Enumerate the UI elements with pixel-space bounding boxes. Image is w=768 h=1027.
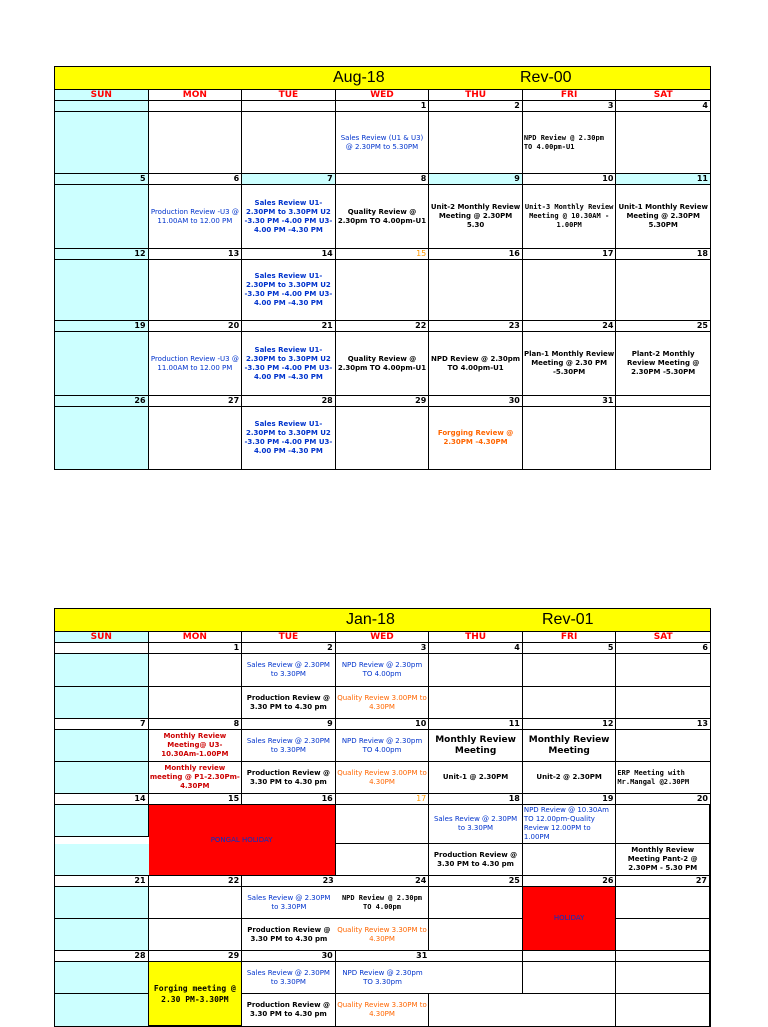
date-number — [55, 643, 149, 654]
month-title: Aug-18 — [333, 69, 385, 86]
date-number — [523, 951, 617, 962]
calendar-grid — [55, 632, 710, 1026]
day-cell[interactable] — [616, 887, 710, 919]
event-production-review[interactable]: Production Review @ 3.30 PM to 4.30 pm — [242, 687, 336, 719]
date-number: 23 — [242, 876, 336, 887]
event-sales-review[interactable]: Sales Review U1- 2.30PM to 3.30PM U2 -3.30 PM -4.00 PM U3- 4.00 PM -4.30 PM — [242, 407, 336, 469]
date-number — [616, 396, 710, 407]
day-header-sat: SAT — [616, 90, 710, 101]
day-cell[interactable] — [55, 844, 149, 876]
date-number: 22 — [149, 876, 243, 887]
calendar-title-bar — [55, 609, 710, 632]
date-number: 13 — [616, 719, 710, 730]
date-number: 23 — [429, 321, 523, 332]
date-number: 14 — [242, 249, 336, 260]
day-cell[interactable] — [616, 805, 710, 844]
event-production-review[interactable]: Production Review -U3 @ 11.00AM to 12.00 PM — [149, 185, 243, 249]
date-number — [242, 101, 336, 112]
revision-label: Rev-01 — [542, 611, 594, 628]
day-header-mon: MON — [149, 632, 243, 643]
date-number: 7 — [55, 719, 149, 730]
day-cell[interactable] — [429, 654, 523, 687]
event-npd-review[interactable]: NPD Review @ 2.30pm TO 4.00pm-U1 — [429, 332, 523, 396]
event-sales-review[interactable]: Sales Review U1- 2.30PM to 3.30PM U2 -3.30 PM -4.00 PM U3- 4.00 PM -4.30 PM — [242, 332, 336, 396]
event-production-review[interactable]: Production Review @ 3.30 PM to 4.30 pm — [429, 844, 523, 876]
date-number: 3 — [336, 643, 430, 654]
day-header-sat: SAT — [616, 632, 710, 643]
event-sales-review[interactable]: Sales Review @ 2.30PM to 3.30PM — [242, 887, 336, 919]
date-number: 16 — [429, 249, 523, 260]
date-number: 31 — [523, 396, 617, 407]
day-cell[interactable] — [616, 112, 710, 174]
day-cell[interactable] — [149, 260, 243, 321]
day-header-mon: MON — [149, 90, 243, 101]
day-cell[interactable] — [429, 260, 523, 321]
date-number: 31 — [336, 951, 430, 962]
day-cell[interactable] — [55, 994, 149, 1026]
day-cell[interactable] — [55, 762, 149, 794]
date-number: 25 — [429, 876, 523, 887]
event-npd-review[interactable]: NPD Review @ 2.30pm TO 4.00pm-U1 — [523, 112, 617, 174]
day-cell[interactable] — [55, 112, 149, 174]
day-cell[interactable] — [523, 260, 617, 321]
month-title: Jan-18 — [346, 611, 395, 628]
date-number: 24 — [523, 321, 617, 332]
day-cell[interactable] — [523, 962, 617, 994]
day-header-thu: THU — [429, 90, 523, 101]
day-cell[interactable] — [616, 407, 710, 469]
date-number: 25 — [616, 321, 710, 332]
day-cell[interactable] — [336, 407, 430, 469]
day-header-sun: SUN — [55, 632, 149, 643]
day-cell[interactable] — [55, 407, 149, 469]
date-number: 20 — [616, 794, 710, 805]
date-number — [429, 951, 523, 962]
day-cell[interactable] — [429, 919, 523, 951]
date-number: 1 — [336, 101, 430, 112]
day-header-fri: FRI — [523, 90, 617, 101]
date-number: 11 — [429, 719, 523, 730]
event-forging-meeting[interactable]: Forging meeting @ 2.30 PM-3.30PM — [149, 962, 243, 1026]
event-monthly-review[interactable]: Monthly Review Meeting Pant-2 @ 2.30PM - 5.30 PM — [616, 844, 710, 876]
date-number: 24 — [336, 876, 430, 887]
event-forging-review[interactable]: Forgging Review @ 2.30PM -4.30PM — [429, 407, 523, 469]
date-number: 29 — [336, 396, 430, 407]
date-number: 27 — [149, 396, 243, 407]
event-production-review[interactable]: Production Review -U3 @ 11.00AM to 12.00 PM — [149, 332, 243, 396]
day-cell[interactable] — [429, 112, 523, 174]
date-number: 4 — [616, 101, 710, 112]
date-number: 13 — [149, 249, 243, 260]
day-cell[interactable] — [336, 844, 430, 876]
date-number: 1 — [149, 643, 243, 654]
day-cell[interactable] — [616, 687, 710, 719]
day-header-tue: TUE — [242, 90, 336, 101]
date-number: 6 — [616, 643, 710, 654]
day-header-thu: THU — [429, 632, 523, 643]
event-sales-review[interactable]: Sales Review U1- 2.30PM to 3.30PM U2 -3.30 PM -4.00 PM U3- 4.00 PM -4.30 PM — [242, 185, 336, 249]
day-cell[interactable] — [616, 919, 710, 951]
date-number: 29 — [149, 951, 243, 962]
date-number: 6 — [149, 174, 243, 185]
day-cell[interactable] — [429, 887, 523, 919]
date-number: 19 — [55, 321, 149, 332]
event-production-review[interactable]: Production Review @ 3.30 PM to 4.30 pm — [242, 919, 336, 951]
day-cell[interactable] — [55, 919, 149, 951]
date-number: 15 — [149, 794, 243, 805]
day-cell[interactable] — [55, 260, 149, 321]
day-cell[interactable] — [523, 407, 617, 469]
date-number: 12 — [55, 249, 149, 260]
date-number: 8 — [336, 174, 430, 185]
date-number: 11 — [616, 174, 710, 185]
event-sales-review[interactable]: Sales Review (U1 & U3) @ 2.30PM to 5.30PM — [336, 112, 430, 174]
date-number: 2 — [429, 101, 523, 112]
day-cell[interactable] — [149, 112, 243, 174]
date-number: 10 — [523, 174, 617, 185]
day-cell[interactable] — [336, 805, 430, 844]
date-number: 21 — [55, 876, 149, 887]
date-number: 14 — [55, 794, 149, 805]
day-header-tue: TUE — [242, 632, 336, 643]
date-number: 2 — [242, 643, 336, 654]
event-production-review[interactable]: Production Review @ 3.30 PM to 4.30 pm — [242, 762, 336, 794]
date-number: 10 — [336, 719, 430, 730]
date-number: 3 — [523, 101, 617, 112]
day-cell[interactable] — [523, 994, 617, 1026]
event-monthly-review[interactable]: Plant-2 Monthly Review Meeting @ 2.30PM -5.30PM — [616, 332, 710, 396]
day-cell[interactable] — [55, 730, 149, 762]
day-header-wed: WED — [336, 632, 430, 643]
event-monthly-review[interactable]: Monthly review meeting @ P1-2.30Pm-4.30PM — [149, 762, 243, 794]
day-cell[interactable] — [242, 112, 336, 174]
day-cell[interactable] — [616, 730, 710, 762]
date-number: 17 — [336, 794, 430, 805]
event-quality-review[interactable]: Quality Review 3.00PM to 4.30PM — [336, 762, 430, 794]
date-number — [149, 101, 243, 112]
event-monthly-review[interactable]: Plan-1 Monthly Review Meeting @ 2.30 PM -5.30PM — [523, 332, 617, 396]
day-header-wed: WED — [336, 90, 430, 101]
event-quality-review[interactable]: Quality Review @ 2.30pm TO 4.00pm-U1 — [336, 185, 430, 249]
date-number: 22 — [336, 321, 430, 332]
event-sales-review[interactable]: Sales Review @ 2.30PM to 3.30PM — [242, 654, 336, 687]
day-cell[interactable] — [336, 260, 430, 321]
day-cell[interactable] — [429, 962, 523, 994]
date-number: 8 — [149, 719, 243, 730]
day-cell[interactable] — [523, 844, 617, 876]
event-erp-meeting[interactable]: ERP Meeting with Mr.Mangal @2.30PM — [616, 762, 710, 794]
event-monthly-review[interactable]: Monthly Review Meeting@ U3-10.30Am-1.00PM — [149, 730, 243, 762]
date-number: 18 — [429, 794, 523, 805]
day-cell[interactable] — [55, 805, 149, 837]
date-number: 9 — [429, 174, 523, 185]
day-cell[interactable] — [149, 687, 243, 719]
holiday-block[interactable]: HOLIDAY — [523, 887, 617, 951]
event-quality-review[interactable]: Quality Review 3.30PM to 4.30PM — [336, 994, 430, 1026]
event-sales-review[interactable]: Sales Review @ 2.30PM to 3.30PM — [242, 962, 336, 994]
date-number — [616, 951, 710, 962]
date-number: 15 — [336, 249, 430, 260]
event-quality-review[interactable]: Quality Review 3.00PM to 4.30PM — [336, 687, 430, 719]
day-cell[interactable] — [616, 260, 710, 321]
date-number: 26 — [523, 876, 617, 887]
day-cell[interactable] — [616, 994, 710, 1026]
pongal-holiday-block[interactable]: PONGAL HOLIDAY — [149, 805, 336, 876]
event-npd-review[interactable]: NPD Review @ 2.30pm TO 4.00pm — [336, 887, 430, 919]
date-number: 26 — [55, 396, 149, 407]
date-number: 16 — [242, 794, 336, 805]
date-number: 12 — [523, 719, 617, 730]
day-cell[interactable] — [55, 185, 149, 249]
day-header-sun: SUN — [55, 90, 149, 101]
date-number: 17 — [523, 249, 617, 260]
event-monthly-review[interactable]: Monthly Review Meeting — [429, 730, 523, 762]
day-cell[interactable] — [149, 919, 243, 951]
calendar-aug-18 — [54, 66, 711, 470]
day-cell[interactable] — [55, 654, 149, 687]
event-npd-review[interactable]: NPD Review @ 2.30pm TO 3.30pm — [336, 962, 430, 994]
event-monthly-review[interactable]: Monthly Review Meeting — [523, 730, 617, 762]
event-sales-review[interactable]: Sales Review @ 2.30PM to 3.30PM — [429, 805, 523, 844]
day-cell[interactable] — [523, 687, 617, 719]
day-cell[interactable] — [616, 654, 710, 687]
event-sales-review[interactable]: Sales Review @ 2.30PM to 3.30PM — [242, 730, 336, 762]
calendar-title-bar — [55, 67, 710, 90]
day-cell[interactable] — [616, 962, 710, 994]
date-number: 5 — [523, 643, 617, 654]
day-cell[interactable] — [429, 994, 523, 1026]
date-number: 28 — [242, 396, 336, 407]
event-npd-review[interactable]: NPD Review @ 2.30pm TO 4.00pm — [336, 654, 430, 687]
day-cell[interactable] — [523, 654, 617, 687]
event-monthly-review[interactable]: Unit-1 Monthly Review Meeting @ 2.30PM 5.30PM — [616, 185, 710, 249]
date-number: 5 — [55, 174, 149, 185]
date-number — [55, 101, 149, 112]
date-number: 20 — [149, 321, 243, 332]
day-cell[interactable] — [149, 407, 243, 469]
date-number: 21 — [242, 321, 336, 332]
date-number: 9 — [242, 719, 336, 730]
date-number: 7 — [242, 174, 336, 185]
date-number: 27 — [616, 876, 710, 887]
date-number: 19 — [523, 794, 617, 805]
day-cell[interactable] — [55, 332, 149, 396]
event-monthly-review[interactable]: Unit-3 Monthly Review Meeting @ 10.30AM - 1.00PM — [523, 185, 617, 249]
date-number: 4 — [429, 643, 523, 654]
calendar-grid — [55, 90, 710, 469]
calendar-jan-18 — [54, 608, 711, 1027]
event-unit-review[interactable]: Unit-2 @ 2.30PM — [523, 762, 617, 794]
revision-label: Rev-00 — [520, 69, 572, 86]
day-cell[interactable] — [55, 887, 149, 919]
event-monthly-review[interactable]: Unit-2 Monthly Review Meeting @ 2.30PM 5.30 — [429, 185, 523, 249]
event-npd-review[interactable]: NPD Review @ 2.30pm TO 4.00pm — [336, 730, 430, 762]
event-production-review[interactable]: Production Review @ 3.30 PM to 4.30 pm — [242, 994, 336, 1026]
day-cell[interactable] — [149, 887, 243, 919]
date-number: 18 — [616, 249, 710, 260]
day-cell[interactable] — [55, 962, 149, 994]
day-cell[interactable] — [149, 654, 243, 687]
date-number: 30 — [242, 951, 336, 962]
event-unit-review[interactable]: Unit-1 @ 2.30PM — [429, 762, 523, 794]
event-quality-review[interactable]: Quality Review 3.30PM to 4.30PM — [336, 919, 430, 951]
day-header-fri: FRI — [523, 632, 617, 643]
day-cell[interactable] — [429, 687, 523, 719]
event-npd-review[interactable]: NPD Review @ 10.30Am TO 12.00pm-Quality Review 12.00PM to 1.00PM — [523, 805, 617, 844]
event-sales-review[interactable]: Sales Review U1- 2.30PM to 3.30PM U2 -3.30 PM -4.00 PM U3- 4.00 PM -4.30 PM — [242, 260, 336, 321]
date-number: 30 — [429, 396, 523, 407]
event-quality-review[interactable]: Quality Review @ 2.30pm TO 4.00pm-U1 — [336, 332, 430, 396]
date-number: 28 — [55, 951, 149, 962]
day-cell[interactable] — [55, 687, 149, 719]
